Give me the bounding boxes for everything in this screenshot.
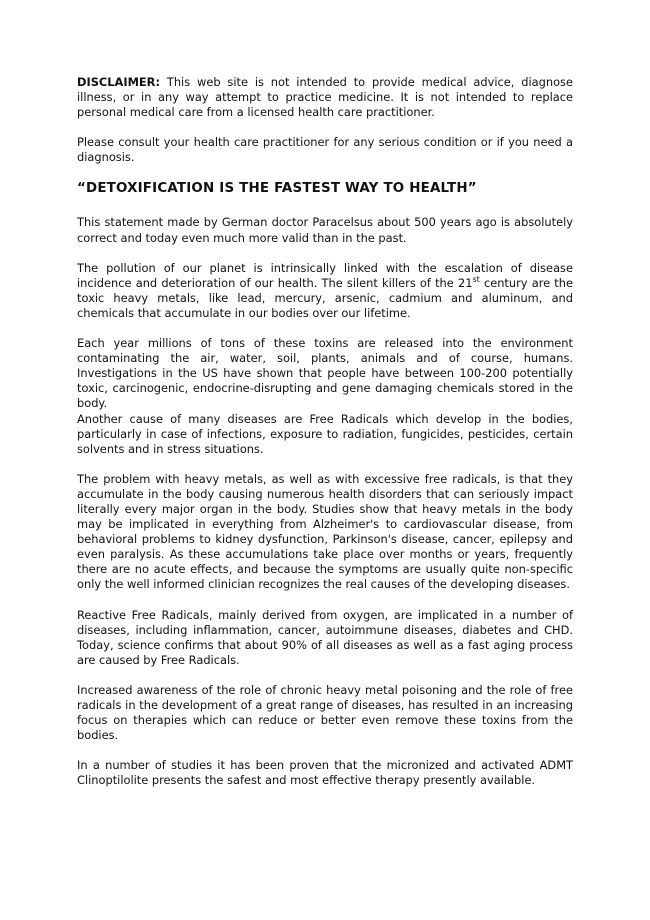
document-page [77,75,573,803]
heavy-metals-problem-paragraph: The problem with heavy metals, as well as with excessive free radicals, is that they accumulate in the body causing numerous health disorders that can seriously impact literally every major organ in the body. Studies show that heavy metals in the body may be implicated in everything from Alzheimer's to cardiovascular disease, from behavioral problems to kidney dysfunction, Parkinson's disease, cancer, epilepsy and even paralysis. As these accumulations take place over months or years, frequently there are no acute effects, and because the symptoms are usually quite non-specific only the well informed clinician recognizes the real causes of the developing diseases. [77,471,573,592]
disclaimer-label: DISCLAIMER: [77,75,161,89]
pollution-text-start: The pollution of our planet is intrinsically linked with the escalation of disease incidence and deterioration of our health. The silent killers of the 21 [77,260,573,290]
disclaimer-paragraph [77,75,573,120]
paracelsus-paragraph: This statement made by German doctor Paracelsus about 500 years ago is absolutely correct and today even much more valid than in the past. [77,215,573,245]
toxins-paragraph: Each year millions of tons of these toxins are released into the environment contaminating the air, water, soil, plants, animals and of course, humans. Investigations in the US have shown that people have between 100-200 potentially toxic, carcinogenic, endocrine-disrupting and gene damaging chemicals stored in the body. [77,336,573,411]
consult-paragraph: Please consult your health care practitioner for any serious condition or if you need a diagnosis. [77,135,573,165]
free-radicals-cause-paragraph: Another cause of many diseases are Free Radicals which develop in the bodies, particularly in case of infections, exposure to radiation, fungicides, pesticides, certain solvents and in stress situations. [77,411,573,456]
pollution-text-end: century are the toxic heavy metals, like lead, mercury, arsenic, cadmium and aluminum, and chemicals that accumulate in our bodies over our lifetime. [77,275,573,320]
ordinal-superscript: st [472,274,480,284]
disclaimer-text: This web site is not intended to provide medical advice, diagnose illness, or in any way attempt to practice medicine. It is not intended to replace personal medical care from a licensed health care practitioner. [77,75,573,120]
reactive-free-radicals-paragraph: Reactive Free Radicals, mainly derived from oxygen, are implicated in a number of diseases, including inflammation, cancer, autoimmune diseases, diabetes and CHD. Today, science confirms that about 90% of all diseases as well as a fast aging process are caused by Free Radicals. [77,607,573,667]
pollution-paragraph [77,261,573,321]
section-heading: “DETOXIFICATION IS THE FASTEST WAY TO HEALTH” [77,181,477,197]
clinoptilolite-paragraph: In a number of studies it has been proven that the micronized and activated ADMT Clinoptilolite presents the safest and most effective therapy presently available. [77,758,573,788]
awareness-paragraph: Increased awareness of the role of chronic heavy metal poisoning and the role of free radicals in the development of a great range of diseases, has resulted in an increasing focus on therapies which can reduce or better even remove these toxins from the bodies. [77,682,573,743]
